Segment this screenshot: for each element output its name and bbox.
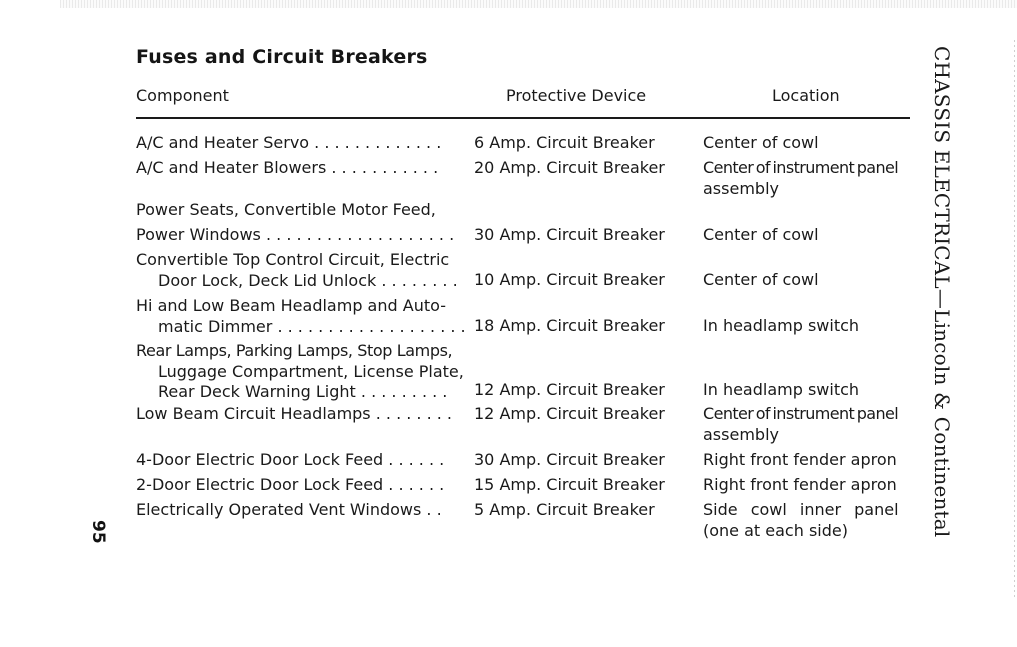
component-text: Luggage Compartment, License Plate, <box>158 361 464 381</box>
page-number <box>88 518 112 542</box>
component-text: Power Seats, Convertible Motor Feed, <box>136 200 436 219</box>
component-text: Power Windows . . . . . . . . . . . . . . . . . . . <box>136 224 455 244</box>
page-edge <box>1014 40 1015 600</box>
protective-device-cell: 12 Amp. Circuit Breaker <box>474 404 665 423</box>
component-text: Rear Lamps, Parking Lamps, Stop Lamps, <box>136 341 453 360</box>
location-text: Center of instrument panel <box>703 158 899 177</box>
location-cell <box>703 133 911 154</box>
location-text: In headlamp switch <box>703 380 860 399</box>
page-title: Fuses and Circuit Breakers <box>136 46 428 68</box>
component-cell <box>136 450 466 471</box>
component-text: Low Beam Circuit Headlamps . . . . . . . . <box>136 404 453 423</box>
protective-device-cell: 30 Amp. Circuit Breaker <box>474 450 665 469</box>
component-cell <box>136 404 466 425</box>
component-text: Rear Deck Warning Light . . . . . . . . . <box>158 382 448 401</box>
protective-device-cell: 12 Amp. Circuit Breaker <box>474 380 665 399</box>
running-header-text: CHASSIS ELECTRICAL—Lincoln & Continental <box>930 46 954 538</box>
location-cell <box>703 270 911 291</box>
location-cell <box>703 158 911 199</box>
component-text: Door Lock, Deck Lid Unlock . . . . . . . . <box>158 270 458 290</box>
column-header-component: Component <box>136 86 229 105</box>
location-cell <box>703 500 911 541</box>
location-text: Center of cowl <box>703 225 819 244</box>
location-text: assembly <box>703 178 779 198</box>
component-text: 2-Door Electric Door Lock Feed . . . . . . <box>136 475 445 494</box>
component-cell <box>136 133 466 154</box>
component-text: Convertible Top Control Circuit, Electric <box>136 250 450 269</box>
header-rule <box>136 117 910 119</box>
column-header-protective-device: Protective Device <box>506 86 647 105</box>
location-text: Side cowl inner panel <box>703 500 899 519</box>
component-text: A/C and Heater Servo . . . . . . . . . . . . . <box>136 133 442 152</box>
location-text: Center of instrument panel <box>703 404 899 423</box>
component-text: 4-Door Electric Door Lock Feed . . . . . . <box>136 450 445 469</box>
location-cell <box>703 316 911 337</box>
location-text: Center of cowl <box>703 270 819 289</box>
scan-noise-strip <box>60 0 1017 8</box>
component-text: matic Dimmer . . . . . . . . . . . . . . . . . . . <box>158 316 466 336</box>
location-cell <box>703 380 911 401</box>
component-cell <box>136 475 466 496</box>
location-text: assembly <box>703 424 779 444</box>
component-cell <box>136 250 466 291</box>
location-text: Center of cowl <box>703 133 819 152</box>
component-cell <box>136 500 466 521</box>
location-cell <box>703 225 911 246</box>
location-text: Right front fender apron <box>703 475 897 494</box>
page-number-text: 95 <box>88 520 108 544</box>
protective-device-cell: 20 Amp. Circuit Breaker <box>474 158 665 177</box>
protective-device-cell: 15 Amp. Circuit Breaker <box>474 475 665 494</box>
location-text: (one at each side) <box>703 520 848 540</box>
component-text: A/C and Heater Blowers . . . . . . . . . . . <box>136 158 439 177</box>
location-cell <box>703 450 911 471</box>
protective-device-cell: 18 Amp. Circuit Breaker <box>474 316 665 335</box>
protective-device-cell: 10 Amp. Circuit Breaker <box>474 270 665 289</box>
location-cell <box>703 404 911 445</box>
protective-device-cell: 5 Amp. Circuit Breaker <box>474 500 655 519</box>
column-header-location: Location <box>772 86 840 105</box>
running-header <box>920 46 960 546</box>
location-text: In headlamp switch <box>703 316 860 335</box>
component-text: Hi and Low Beam Headlamp and Auto- <box>136 296 446 315</box>
component-text: Electrically Operated Vent Windows . . <box>136 500 442 519</box>
location-cell <box>703 475 911 496</box>
component-cell <box>136 296 466 337</box>
component-cell <box>136 341 466 403</box>
component-cell <box>136 200 466 245</box>
protective-device-cell: 6 Amp. Circuit Breaker <box>474 133 655 152</box>
protective-device-cell: 30 Amp. Circuit Breaker <box>474 225 665 244</box>
component-cell <box>136 158 466 179</box>
location-text: Right front fender apron <box>703 450 897 469</box>
